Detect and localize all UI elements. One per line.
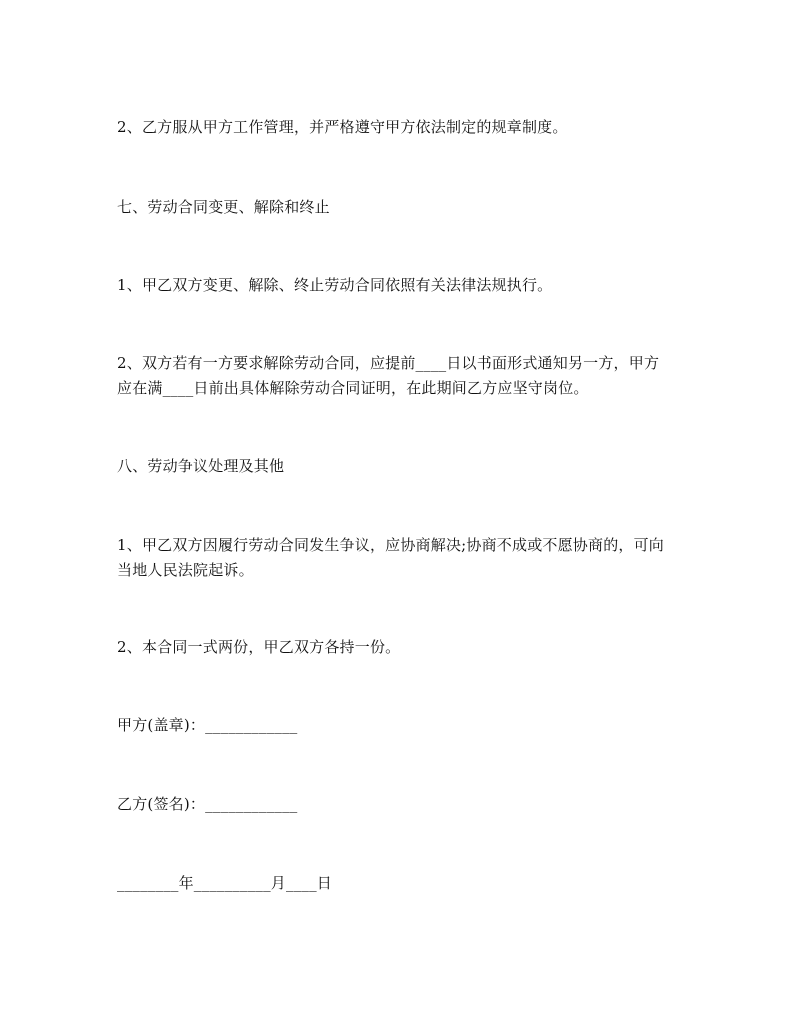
clause-8-item-1-line-2: 当地人民法院起诉。 bbox=[117, 561, 254, 579]
clause-7b-item-2 bbox=[117, 351, 677, 401]
clause-8-item-1 bbox=[117, 533, 677, 583]
clause-7b-item-2-line-2: 应在满____日前出具体解除劳动合同证明，在此期间乙方应坚守岗位。 bbox=[117, 379, 589, 397]
party-b-signature: 乙方(签名)：____________ bbox=[117, 795, 298, 813]
clause-8-item-1-line-1: 1、甲乙双方因履行劳动合同发生争议，应协商解决;协商不成或不愿协商的，可向 bbox=[117, 536, 665, 554]
section-7-heading: 七、劳动合同变更、解除和终止 bbox=[117, 198, 330, 216]
clause-7b-item-1: 1、甲乙双方变更、解除、终止劳动合同依照有关法律法规执行。 bbox=[117, 276, 553, 294]
clause-8-item-2: 2、本合同一式两份，甲乙双方各持一份。 bbox=[117, 638, 401, 656]
party-a-signature: 甲方(盖章)：____________ bbox=[117, 716, 298, 734]
clause-7-item-2: 2、乙方服从甲方工作管理，并严格遵守甲方依法制定的规章制度。 bbox=[117, 118, 568, 136]
clause-7b-item-2-line-1: 2、双方若有一方要求解除劳动合同，应提前____日以书面形式通知另一方，甲方 bbox=[117, 354, 660, 372]
section-8-heading: 八、劳动争议处理及其他 bbox=[117, 457, 285, 475]
signing-date: ________年__________月____日 bbox=[117, 874, 333, 892]
